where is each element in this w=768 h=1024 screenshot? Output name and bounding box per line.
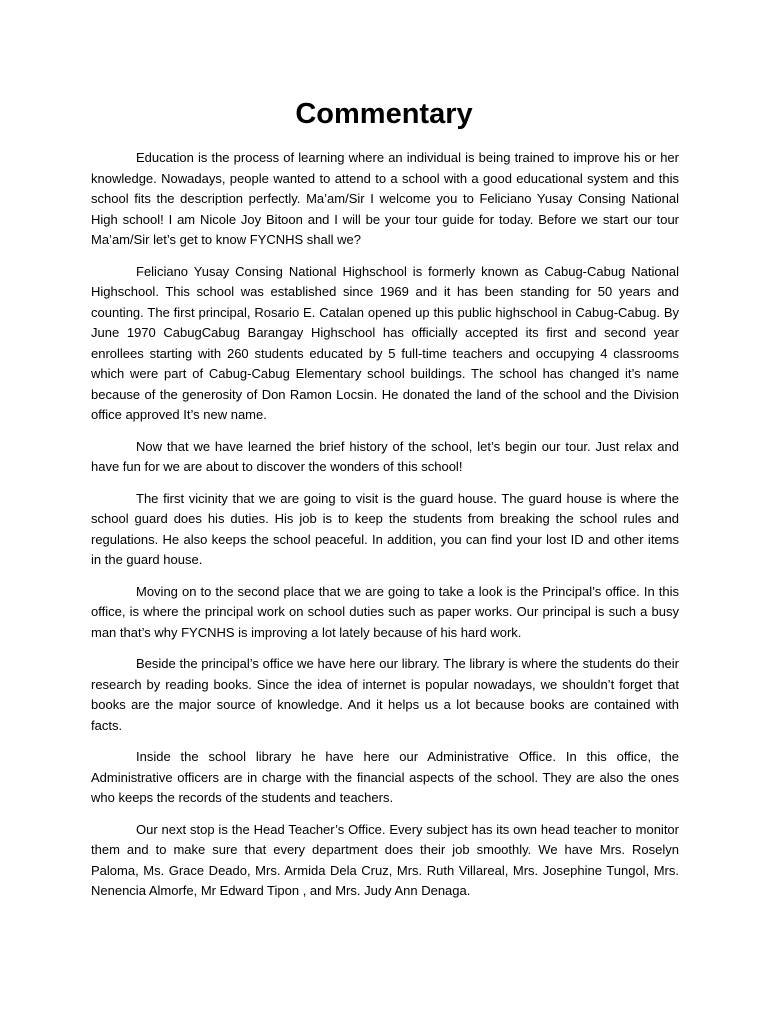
document-body [91,148,679,902]
paragraph-principals-office: Moving on to the second place that we are going to take a look is the Principal’s office. In this office, is where the principal work on school duties such as paper works. Our principal is such a busy man that’s why FYCNHS is improving a lot lately because of his hard work. [91,583,679,640]
page-title: Commentary [295,98,473,130]
paragraph-guard-house: The first vicinity that we are going to visit is the guard house. The guard house is where the school guard does his duties. His job is to keep the students from breaking the school rules and regulations. He also keeps the school peaceful. In addition, you can find your lost ID and other items in the guard house. [91,490,679,567]
paragraph-head-teachers-office: Our next stop is the Head Teacher’s Office. Every subject has its own head teacher to monitor them and to make sure that every department does their job smoothly. We have Mrs. Roselyn Paloma, Ms. Grace Deado, Mrs. Armida Dela Cruz, Mrs. Ruth Villareal, Mrs. Josephine Tungol, Mrs. Nenencia Almorfe, Mr Edward Tipon , and Mrs. Judy Ann Denaga. [91,821,679,898]
paragraph-tour-start: Now that we have learned the brief history of the school, let’s begin our tour. Just relax and have fun for we are about to discover the wonders of this school! [91,438,679,474]
paragraph-administrative-office: Inside the school library he have here our Administrative Office. In this office, the Administrative officers are in charge with the financial aspects of the school. They are also the ones who keeps the records of the students and teachers. [91,749,679,805]
paragraph-library: Beside the principal’s office we have here our library. The library is where the students do their research by reading books. Since the idea of internet is popular nowadays, we shouldn’t forget that books are the major source of knowledge. And it helps us a lot because books are contained with facts. [91,656,679,733]
paragraph-school-history: Feliciano Yusay Consing National Highschool is formerly known as Cabug-Cabug National Highschool. This school was established since 1969 and it has been standing for 50 years and counting. The first principal, Rosario E. Catalan opened up this public highschool in Cabug-Cabug. By June 1970 CabugCabug Barangay Highschool has officially accepted its first and second year enrollees starting with 260 students educated by 5 full-time teachers and occupying 4 classrooms which were part of Cabug-Cabug Elementary school buildings. The school has changed it’s name because of the generosity of Don Ramon Locsin. He donated the land of the school and the Division office approved It’s new name. [91,263,679,422]
paragraph-introduction: Education is the process of learning where an individual is being trained to improve his or her knowledge. Nowadays, people wanted to attend to a school with a good educational system and this school fits the description perfectly. Ma’am/Sir I welcome you to Feliciano Yusay Consing National High school! I am Nicole Joy Bitoon and I will be your tour guide for today. Before we start our tour Ma’am/Sir let’s get to know FYCNHS shall we? [91,150,679,247]
